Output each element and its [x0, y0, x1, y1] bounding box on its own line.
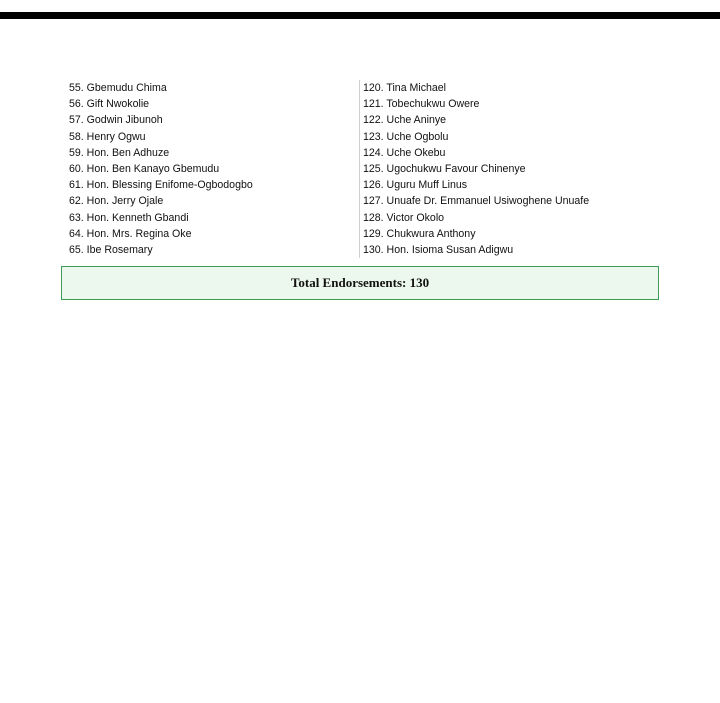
endorser-item: 65. Ibe Rosemary	[69, 243, 153, 256]
endorser-item: 63. Hon. Kenneth Gbandi	[69, 211, 189, 224]
endorser-item: 55. Gbemudu Chima	[69, 82, 167, 94]
endorser-item: 56. Gift Nwokolie	[69, 98, 150, 111]
endorser-item: 126. Uguru Muff Linus	[363, 179, 468, 192]
total-endorsements-label: Total Endorsements: 130	[290, 275, 430, 290]
endorser-item: 59. Hon. Ben Adhuze	[69, 146, 170, 159]
endorser-item: 123. Uche Ogbolu	[363, 130, 449, 143]
endorser-item: 60. Hon. Ben Kanayo Gbemudu	[69, 162, 220, 175]
endorser-item: 128. Victor Okolo	[363, 211, 445, 224]
endorsers-left-column	[69, 80, 354, 258]
endorser-item: 127. Unuafe Dr. Emmanuel Usiwoghene Unuafe	[363, 195, 590, 208]
endorser-item: 122. Uche Aninye	[363, 114, 447, 127]
endorser-item: 120. Tina Michael	[363, 82, 447, 94]
endorser-item: 121. Tobechukwu Owere	[363, 98, 480, 111]
endorser-item: 130. Hon. Isioma Susan Adigwu	[363, 243, 514, 256]
endorser-item: 61. Hon. Blessing Enifome-Ogbodogbo	[69, 179, 253, 192]
endorser-item: 129. Chukwura Anthony	[363, 227, 476, 240]
total-endorsements-box	[61, 266, 659, 300]
endorser-item: 124. Uche Okebu	[363, 146, 446, 159]
endorser-item: 58. Henry Ogwu	[69, 130, 146, 143]
endorser-item: 64. Hon. Mrs. Regina Oke	[69, 227, 192, 240]
endorsers-right-column	[359, 80, 663, 258]
top-border-bar	[0, 12, 720, 19]
endorser-item: 57. Godwin Jibunoh	[69, 114, 163, 127]
endorser-item: 62. Hon. Jerry Ojale	[69, 195, 164, 208]
endorser-item: 125. Ugochukwu Favour Chinenye	[363, 162, 526, 175]
